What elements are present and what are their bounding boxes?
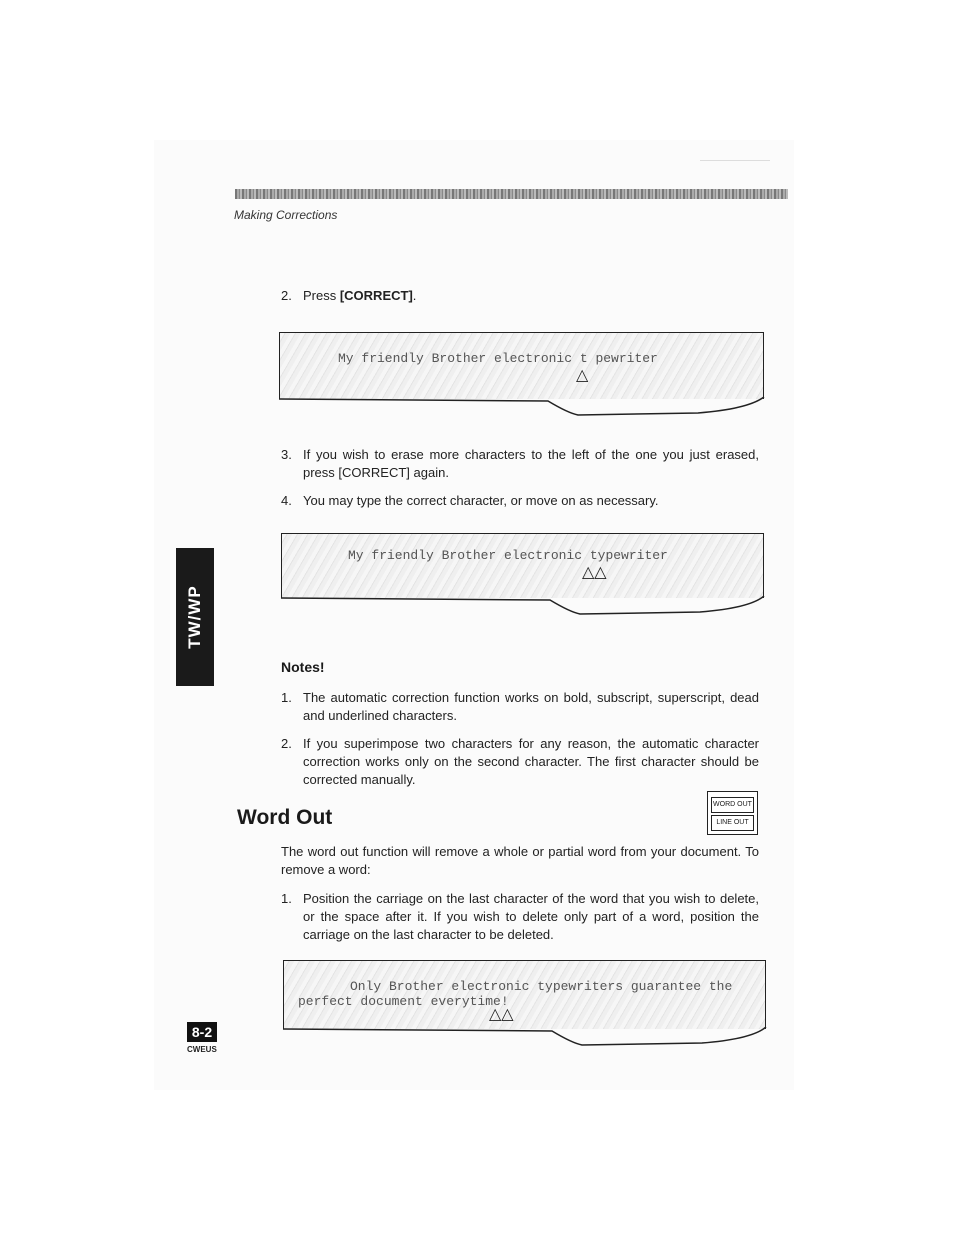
doc-code: CWEUS: [187, 1045, 217, 1054]
step-text: You may type the correct character, or move on as necessary.: [303, 493, 659, 508]
line-out-key-label: LINE OUT: [711, 815, 754, 831]
section-title: Word Out: [237, 806, 333, 829]
screen-line: My friendly Brother electronic typewriter: [348, 548, 668, 563]
step-number: 2.: [281, 288, 292, 303]
screen-bottom-edge: [282, 1025, 768, 1051]
step-text-end: .: [412, 288, 417, 303]
step-text: Position the carriage on the last character of the word that you wish to delete, or the space after it. If you wish to delete only part of a word, position the carriage on the last character to be deleted.: [303, 891, 759, 942]
note-text: The automatic correction function works on bold, subscript, superscript, dead and underlined characters.: [303, 690, 759, 723]
notes-title: Notes!: [281, 659, 325, 675]
scan-mark: [700, 160, 770, 161]
display-screen-2: [281, 533, 764, 598]
note-number: 1.: [281, 690, 292, 705]
note-number: 2.: [281, 736, 292, 751]
header-bar: [235, 189, 788, 199]
note-text: If you superimpose two characters for any reason, the automatic character correction works only on the second character. The first character should be corrected manually.: [303, 736, 759, 787]
page-number: 8-2: [187, 1022, 217, 1042]
word-out-key-label: WORD OUT: [711, 797, 754, 813]
cursor-icon: △: [576, 367, 589, 384]
word-out-intro: The word out function will remove a whole or partial word from your document. To remove a word:: [281, 844, 759, 877]
screen-bottom-edge: [278, 395, 766, 421]
running-head: Making Corrections: [234, 208, 338, 222]
step-text-plain: Press: [303, 288, 340, 303]
screen-line-2: perfect document everytime!: [298, 994, 509, 1009]
screen-line: My friendly Brother electronic t pewriter: [338, 351, 658, 366]
display-screen-1: [279, 332, 764, 399]
screen-line-1: Only Brother electronic typewriters guarantee the: [350, 979, 733, 994]
cursor-icon: △△: [582, 564, 607, 581]
screen-bottom-edge: [280, 594, 766, 620]
step-number: 4.: [281, 493, 292, 508]
word-out-key-icon: [707, 791, 758, 835]
side-tab: [176, 548, 214, 686]
step-number: 3.: [281, 447, 292, 462]
step-number: 1.: [281, 891, 292, 906]
display-screen-3: [283, 960, 766, 1029]
step-text: [303, 287, 416, 305]
side-tab-label: TW/WP: [185, 585, 204, 649]
correct-key-label: [CORRECT]: [339, 288, 413, 303]
cursor-icon: △△: [489, 1006, 514, 1023]
step-text: If you wish to erase more characters to the left of the one you just erased, press [CORRECT] again.: [303, 447, 759, 480]
